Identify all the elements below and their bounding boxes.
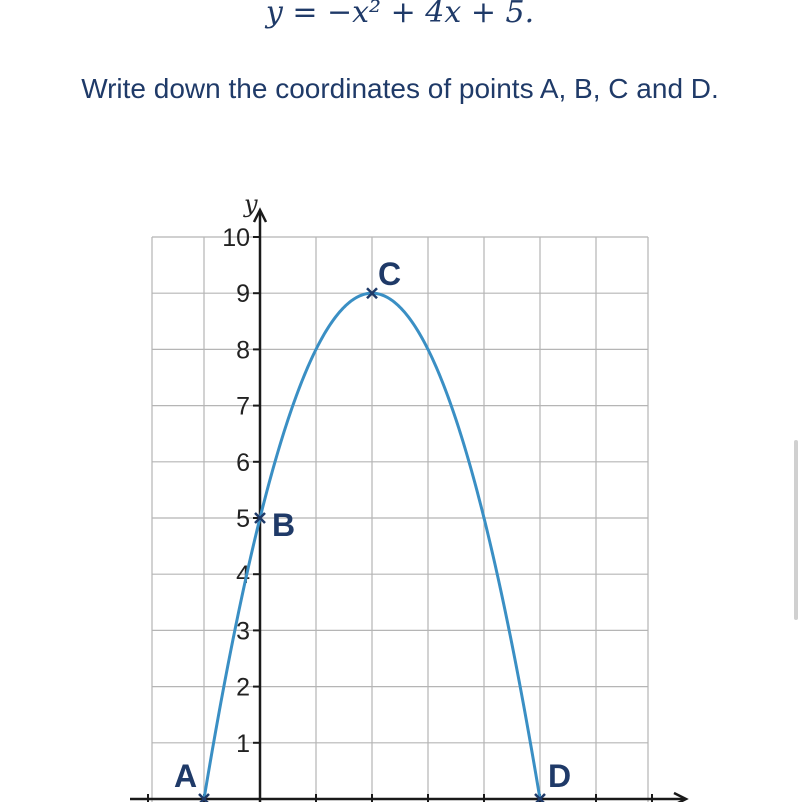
x-axis-arrow [674,793,686,802]
y-tick-label: 2 [236,673,250,702]
point-label-b: B [272,507,296,543]
y-tick-label: 1 [236,729,250,758]
grid [152,237,648,802]
point-label-c: C [378,256,402,293]
question-text: Write down the coordinates of points A, B, C and D. [81,73,719,104]
axes [130,190,686,802]
y-tick-label: 10 [222,224,250,252]
y-tick-label: 6 [236,448,250,477]
y-tick-label: 8 [236,336,250,365]
y-tick-label: 9 [236,280,250,309]
y-axis-label: y [244,190,258,218]
point-label-a: A [174,758,198,794]
point-label-d: D [548,758,572,794]
y-tick-label: 4 [236,561,250,590]
y-tick-label: 5 [236,505,250,533]
y-tick-label: 3 [236,617,250,646]
scrollbar[interactable] [794,440,798,620]
equation-text: y = −x² + 4x + 5. [265,0,535,30]
y-tick-label: 7 [236,392,250,421]
